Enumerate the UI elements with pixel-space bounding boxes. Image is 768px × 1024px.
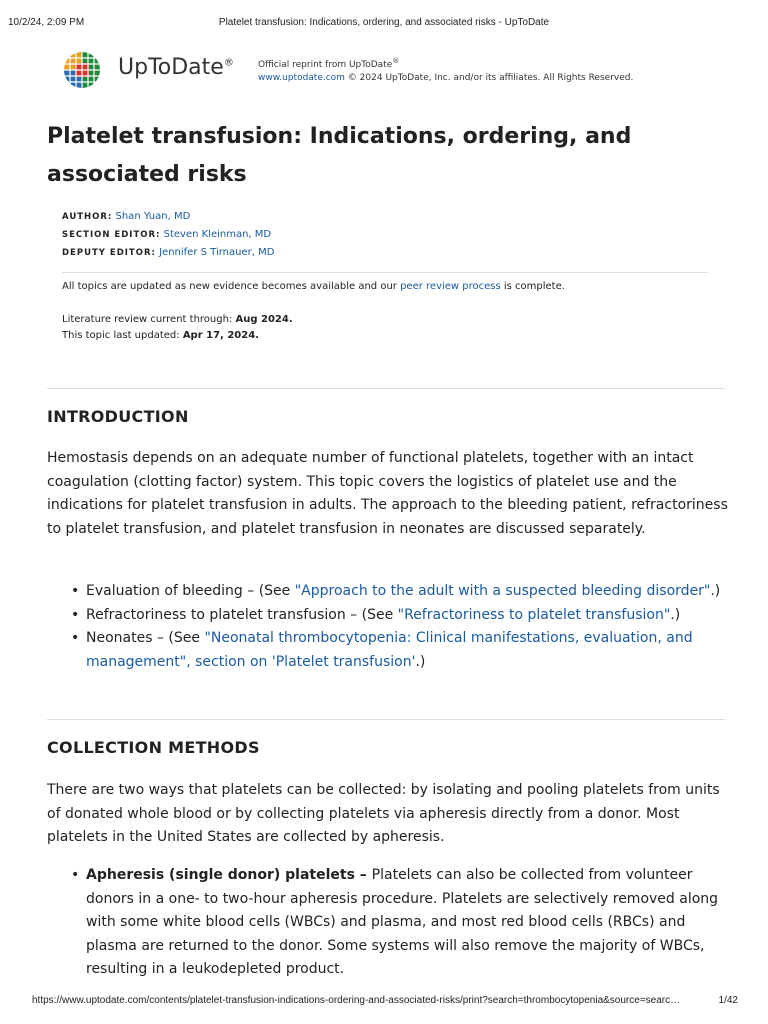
divider (47, 719, 725, 720)
article-credits (62, 208, 274, 262)
brand-name: UpToDate® (118, 55, 234, 80)
literature-review-date: Literature review current through: Aug 2024. (62, 314, 293, 325)
introduction-list (47, 580, 737, 674)
print-url: https://www.uptodate.com/contents/platelet-transfusion-indications-ordering-and-associated-risks/print?search=thrombocytopenia&source=searc… (32, 995, 681, 1006)
collection-paragraph: There are two ways that platelets can be collected: by isolating and pooling platelets from units of donated whole blood or by collecting platelets via apheresis directly from a donor. Most platelets in the United States are collected by apheresis. (47, 782, 720, 845)
list-item: • Apheresis (single donor) platelets – Platelets can also be collected from volunteer donors in a one- to two-hour apheresis procedure. Platelets are selectively removed along with some white blood cells (WBCs) and plasma, and most red blood cells (RBCs) and plasma are returned to the donor. Some systems will also remove the majority of WBCs, resulting in a leukodepleted product. (71, 867, 719, 977)
review-dates (62, 312, 293, 344)
credit-role: DEPUTY EDITOR: (62, 248, 156, 258)
article-title: Platelet transfusion: Indications, ordering, and associated risks (47, 124, 632, 187)
author-link[interactable]: Shan Yuan, MD (115, 211, 191, 222)
deputy-editor-link[interactable]: Jennifer S Tirnauer, MD (159, 247, 275, 258)
registered-mark: ® (223, 57, 234, 69)
print-footer (0, 995, 768, 1009)
print-datetime: 10/2/24, 2:09 PM (8, 17, 85, 28)
list-item: • Refractoriness to platelet transfusion – (See "Refractoriness to platelet transfusion".) (71, 606, 681, 623)
section-editor-link[interactable]: Steven Kleinman, MD (163, 229, 272, 240)
credit-section-editor (62, 226, 274, 244)
uptodate-site-link[interactable]: www.uptodate.com (258, 73, 345, 83)
credit-author (62, 208, 274, 226)
copyright-text: © 2024 UpToDate, Inc. and/or its affiliates. All Rights Reserved. (344, 73, 634, 83)
see-also-link[interactable]: "Approach to the adult with a suspected bleeding disorder" (294, 583, 711, 599)
list-item: • Neonates – (See "Neonatal thrombocytopenia: Clinical manifestations, evaluation, and management", section on 'Platelet transfusion'.) (71, 630, 693, 670)
print-document-title: Platelet transfusion: Indications, ordering, and associated risks - UpToDate (218, 17, 550, 28)
see-also-link[interactable]: "Neonatal thrombocytopenia: Clinical manifestations, evaluation, and management", section on 'Platelet transfusion' (86, 630, 693, 670)
reprint-registered-mark: ® (392, 57, 400, 65)
print-header (0, 0, 768, 28)
last-updated-date: This topic last updated: Apr 17, 2024. (62, 330, 259, 341)
collection-list (47, 864, 737, 982)
credit-role: SECTION EDITOR: (62, 230, 161, 240)
see-also-link[interactable]: "Refractoriness to platelet transfusion" (397, 606, 671, 623)
reprint-line: Official reprint from UpToDate (258, 60, 393, 70)
update-notice: All topics are updated as new evidence becomes available and our peer review process is complete. (62, 281, 565, 292)
credit-deputy-editor (62, 244, 274, 262)
reprint-notice (258, 55, 633, 85)
list-item: • Evaluation of bleeding – (See "Approach to the adult with a suspected bleeding disorder".) (71, 583, 721, 599)
credit-role: AUTHOR: (62, 212, 113, 222)
peer-review-link[interactable]: peer review process (400, 281, 501, 292)
section-heading-introduction: INTRODUCTION (47, 407, 189, 426)
uptodate-logo-icon (62, 50, 102, 90)
page-number: 1/42 (718, 995, 738, 1006)
divider (47, 388, 725, 389)
divider (62, 272, 708, 273)
introduction-paragraph: Hemostasis depends on an adequate number of functional platelets, together with an intact coagulation (clotting factor) system. This topic covers the logistics of platelet use and the indications for platelet transfusion in adults. The approach to the bleeding patient, refractoriness to platelet transfusion, and platelet transfusion in neonates are discussed separately. (47, 450, 728, 537)
section-heading-collection-methods: COLLECTION METHODS (47, 738, 260, 757)
